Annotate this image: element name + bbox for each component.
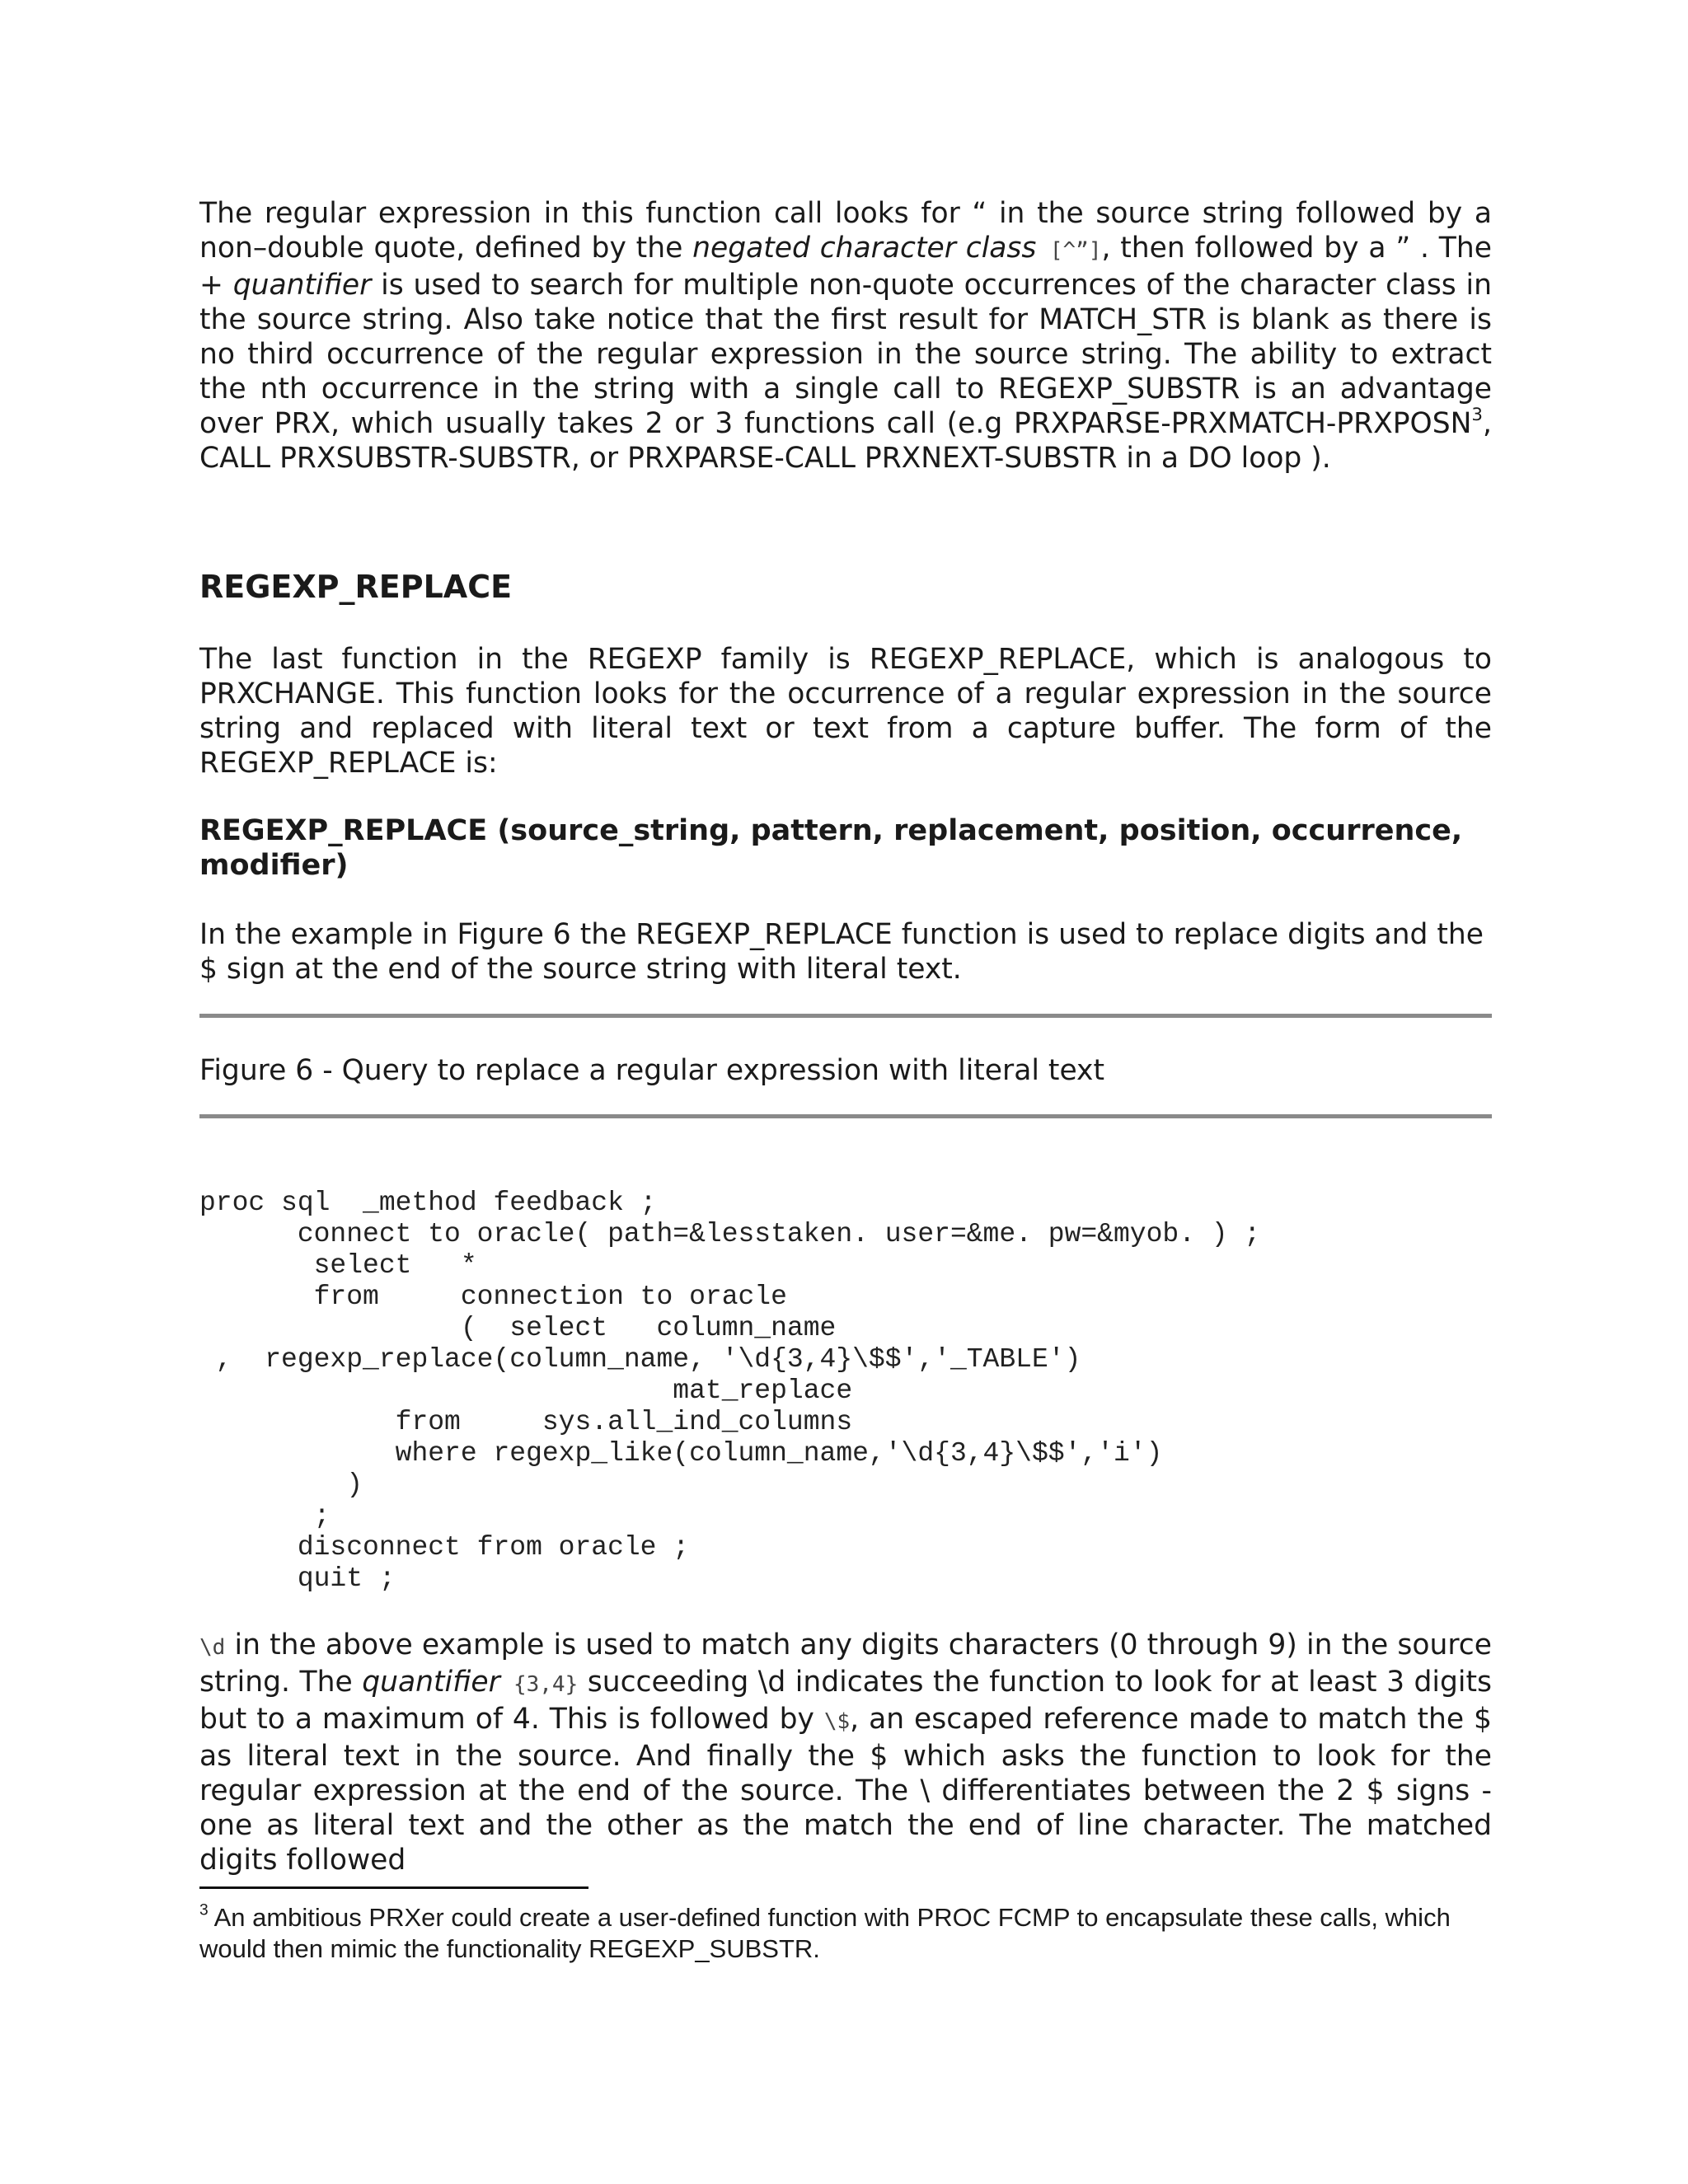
footnote [199,1902,1492,1965]
emphasis-term: quantifier [362,1666,500,1699]
intro-paragraph [199,196,1492,476]
figure-lead-paragraph: In the example in Figure 6 the REGEXP_REPLACE function is used to replace digits and the $ sign at the end of the source string with literal text. [199,918,1484,986]
quote-glyph: ” [1395,232,1411,265]
function-signature: REGEXP_REPLACE (source_string, pattern, replacement, position, occurrence, modifier) [199,814,1463,882]
text-run: succeeding \d indicates the function to look for at least 3 digits but to a maximum of 4. This is followed by [199,1666,1493,1736]
text-run: The regular expression in this function call looks for [199,197,973,230]
text-run: is used to search for multiple non-quote occurrences of the character class in the source string. Also take notice that the first result for MATCH_STR is blank as there is no third occurrence of the regular expression in the source string. The ability to extract the nth occurrence in the string with a single call to REGEXP_SUBSTR is an advantage over PRX, which usually takes 2 or 3 functions call (e.g PRXPARSE-PRXMATCH-PRXPOSN [199,269,1493,440]
section-heading: REGEXP_REPLACE [199,569,513,605]
text-run: . The + [199,232,1492,302]
text-run: , an escaped reference made to match the $ as literal text in the source. And finally the $ which asks the function to look for the regular expression at the end of the source. The \ differentiates between the 2 $ signs - one as literal text and the other as the match the end of line character. The matched digits followed [199,1703,1492,1877]
footnote-text: An ambitious PRXer could create a user-defined function with PROC FCMP to encapsulate these calls, which would then mimic the functionality REGEXP_SUBSTR. [199,1903,1451,1963]
footnote-marker: 3 [199,1901,209,1919]
emphasis-term: quantifier [232,269,372,302]
quote-glyph: “ [972,197,987,230]
text-run: , then followed by a [1101,232,1396,265]
emphasis-term: negated character class [692,232,1037,265]
inline-code: {3,4} [499,1672,579,1697]
sql-code-block: proc sql _method feedback ; connect to oracle( path=&lesstaken. user=&me. pw=&myob. ) ; select * from connection to oracle ( select column_name , regexp_replace(column_name, '\d{3,4}\$$','_TABLE') mat_replace from sys.all_ind_columns where regexp_like(column_name,'\d{3,4}\$$','i') ) ; disconnect from oracle ; quit ; [199,1188,1261,1594]
explanation-paragraph [199,1628,1492,1877]
inline-code: [^”] [1036,238,1102,263]
text-run: in the above example is used to match any digits characters (0 through 9) in the source string. The [199,1629,1492,1699]
text-run: in the source string followed by a non–double quote, defined by the [199,197,1492,265]
inline-code: \$ [823,1709,851,1734]
footnote-reference[interactable]: 3 [1471,405,1484,426]
inline-code: \d [199,1635,226,1660]
regexp-replace-intro-paragraph: The last function in the REGEXP family is REGEXP_REPLACE, which is analogous to PRXCHANGE. This function looks for the occurrence of a regular expression in the source string and replaced with literal text or text from a capture buffer. The form of the REGEXP_REPLACE is: [199,643,1492,780]
figure-top-rule [199,1014,1492,1018]
figure-caption: Figure 6 - Query to replace a regular expression with literal text [199,1054,1105,1087]
figure-bottom-rule [199,1114,1492,1118]
footnote-separator [199,1886,588,1889]
text-run: , CALL PRXSUBSTR-SUBSTR, or PRXPARSE-CALL PRXNEXT-SUBSTR in a DO loop ). [199,407,1492,475]
